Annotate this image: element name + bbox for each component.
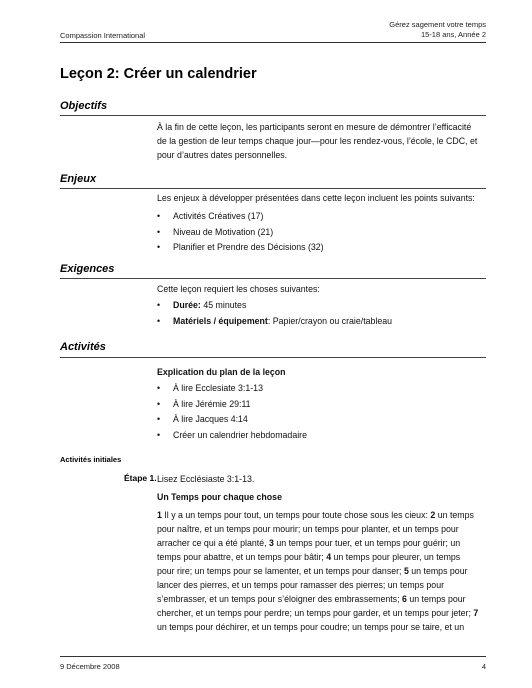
- passage-segment: un temps pour déchirer, et un temps pour coudre; un temps pour se taire, et un: [157, 622, 465, 632]
- passage-line: [157, 508, 486, 522]
- lesson-title: Leçon 2: Créer un calendrier: [60, 66, 257, 82]
- bullet: •: [157, 429, 161, 440]
- header-right: [389, 20, 486, 40]
- plan-title: Explication du plan de la leçon: [157, 367, 286, 377]
- passage-segment: temps pour abattre, et un temps pour bâtir;: [157, 552, 327, 562]
- passage-segment: Il y a un temps pour tout, un temps pour toute chose sous les cieux:: [161, 510, 431, 520]
- exigences-list: [157, 298, 486, 329]
- materiel-label: Matériels / équipement: [173, 315, 268, 326]
- passage-segment: lancer des pierres, et un temps pour ramasser des pierres; un temps pour: [157, 580, 445, 590]
- passage-segment: pour naître, et un temps pour mourir; un temps pour planter, et un temps pour: [157, 524, 459, 534]
- list-item: [157, 412, 486, 428]
- passage-segment: un temps pour: [406, 594, 466, 604]
- list-item: [157, 298, 486, 314]
- footer-date: 9 Décembre 2008: [60, 662, 120, 671]
- verse-number: 2: [430, 510, 436, 520]
- passage-line: [157, 578, 486, 592]
- passage-segment: un temps: [435, 510, 474, 520]
- header-series: Gérez sagement votre temps: [389, 20, 486, 29]
- header-rule: [60, 42, 486, 43]
- passage-segment: pour rire; un temps pour se lamenter, et un temps pour danser;: [157, 566, 404, 576]
- bullet: •: [157, 242, 161, 252]
- objectifs-line: À la fin de cette leçon, les participants seront en mesure de démontrer l’efficacité: [157, 122, 472, 132]
- exigences-intro: Cette leçon requiert les choses suivantes:: [157, 284, 320, 294]
- passage-text: [157, 508, 486, 634]
- section-rule-exigences: [60, 278, 486, 279]
- materiel-value: : Papier/crayon ou craie/tableau: [267, 315, 393, 326]
- list-item-text: À lire Ecclesiate 3:1-13: [173, 383, 263, 393]
- bullet: •: [157, 383, 161, 393]
- list-item: [157, 397, 486, 413]
- enjeux-list: [157, 209, 486, 256]
- verse-number: 3: [268, 538, 274, 548]
- list-item: [157, 381, 486, 397]
- header-audience: 15-18 ans, Année 2: [420, 30, 486, 39]
- passage-segment: un temps pour pleurer, un temps: [331, 552, 461, 562]
- list-item-text: Activités Créatives (17): [173, 211, 264, 221]
- list-item: [157, 225, 486, 241]
- list-item-text: Niveau de Motivation (21): [173, 226, 274, 237]
- list-item: [157, 314, 486, 330]
- bullet: •: [157, 226, 161, 237]
- verse-number: 5: [403, 566, 409, 576]
- section-rule-activites: [60, 357, 486, 358]
- duree-label: Durée:: [173, 300, 201, 310]
- etape-body: [157, 472, 486, 634]
- list-item-text: À lire Jérémie 29:11: [173, 398, 251, 409]
- objectifs-line: pour d’autres dates personnelles.: [157, 150, 288, 160]
- section-rule-objectifs: [60, 115, 486, 116]
- footer-rule: [60, 656, 486, 657]
- bullet: •: [157, 315, 161, 326]
- activites-body: [157, 365, 486, 443]
- list-item: [157, 240, 486, 256]
- page-number: 4: [481, 662, 486, 671]
- verse-number: 1: [157, 510, 162, 520]
- list-item-text: Créer un calendrier hebdomadaire: [173, 429, 307, 440]
- passage-line: [157, 522, 486, 536]
- section-heading-enjeux: Enjeux: [60, 173, 97, 185]
- passage-line: [157, 564, 486, 578]
- verse-number: 4: [326, 552, 332, 562]
- bullet: •: [157, 398, 161, 409]
- objectifs-body: [157, 120, 486, 162]
- exigences-body: [157, 282, 486, 329]
- list-item-text: Planifier et Prendre des Décisions (32): [173, 242, 324, 252]
- section-heading-objectifs: Objectifs: [60, 100, 108, 112]
- bullet: •: [157, 211, 161, 221]
- passage-segment: s’embrasser, et un temps pour s’éloigner des embrassements;: [157, 594, 402, 604]
- etape-label: Étape 1.: [124, 473, 157, 483]
- objectifs-line: de la gestion de leur temps chaque jour—pour les rendez-vous, l’école, le CDC, et: [157, 136, 478, 146]
- verse-number: 6: [401, 594, 407, 604]
- enjeux-intro: Les enjeux à développer présentées dans cette leçon incluent les points suivants:: [157, 193, 475, 203]
- passage-title: Un Temps pour chaque chose: [157, 492, 282, 502]
- passage-line: [157, 536, 486, 550]
- list-item: [157, 209, 486, 225]
- passage-segment: un temps pour tuer, et un temps pour guérir; un: [273, 538, 461, 548]
- enjeux-body: [157, 191, 486, 256]
- duree-value: 45 minutes: [200, 300, 247, 310]
- bullet: •: [157, 300, 161, 310]
- passage-line: [157, 592, 486, 606]
- bullet: •: [157, 414, 161, 424]
- section-rule-enjeux: [60, 188, 486, 189]
- section-heading-activites: Activités: [60, 341, 106, 353]
- list-item: [157, 428, 486, 444]
- activites-initiales-label: Activités initiales: [60, 455, 122, 464]
- passage-line: [157, 620, 486, 634]
- list-item-text: À lire Jacques 4:14: [173, 414, 248, 424]
- activites-list: [157, 381, 486, 443]
- etape-text: Lisez Ecclésiaste 3:1-13.: [157, 474, 255, 484]
- header-org: Compassion International: [60, 31, 146, 40]
- passage-segment: un temps pour: [408, 566, 468, 576]
- passage-line: [157, 550, 486, 564]
- passage-line: [157, 606, 486, 620]
- passage-segment: arracher ce qui a été planté,: [157, 538, 269, 548]
- passage-segment: chercher, et un temps pour perdre; un temps pour garder, et un temps pour jeter;: [157, 608, 474, 618]
- verse-number: 7: [473, 608, 479, 618]
- section-heading-exigences: Exigences: [60, 263, 115, 275]
